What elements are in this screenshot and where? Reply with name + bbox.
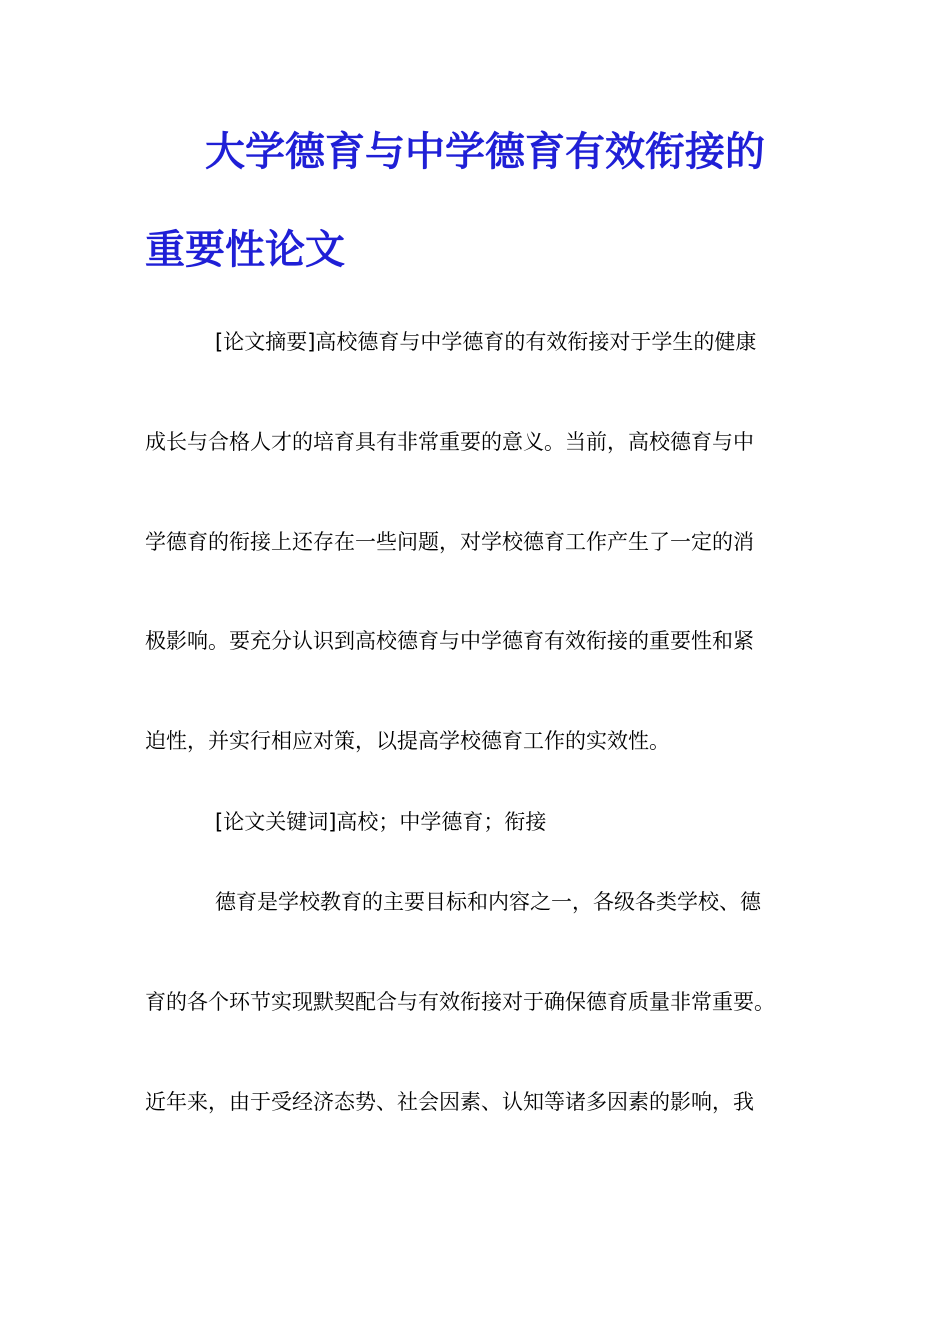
document-title-line-2: 重要性论文 <box>145 226 345 273</box>
document-title-line-1: 大学德育与中学德育有效衔接的 <box>205 128 765 175</box>
keywords-line: [论文关键词]高校；中学德育；衔接 <box>215 810 547 834</box>
body-line-1: 德育是学校教育的主要目标和内容之一，各级各类学校、德 <box>215 890 761 914</box>
abstract-line-2: 成长与合格人才的培育具有非常重要的意义。当前，高校德育与中 <box>145 430 754 454</box>
abstract-line-4: 极影响。要充分认识到高校德育与中学德育有效衔接的重要性和紧 <box>145 629 754 653</box>
body-line-3: 近年来，由于受经济态势、社会因素、认知等诸多因素的影响，我 <box>145 1090 754 1114</box>
body-line-2: 育的各个环节实现默契配合与有效衔接对于确保德育质量非常重要。 <box>145 990 775 1014</box>
abstract-line-1: [论文摘要]高校德育与中学德育的有效衔接对于学生的健康 <box>215 330 757 354</box>
abstract-line-5: 迫性，并实行相应对策，以提高学校德育工作的实效性。 <box>145 729 670 753</box>
abstract-line-3: 学德育的衔接上还存在一些问题，对学校德育工作产生了一定的消 <box>145 530 754 554</box>
